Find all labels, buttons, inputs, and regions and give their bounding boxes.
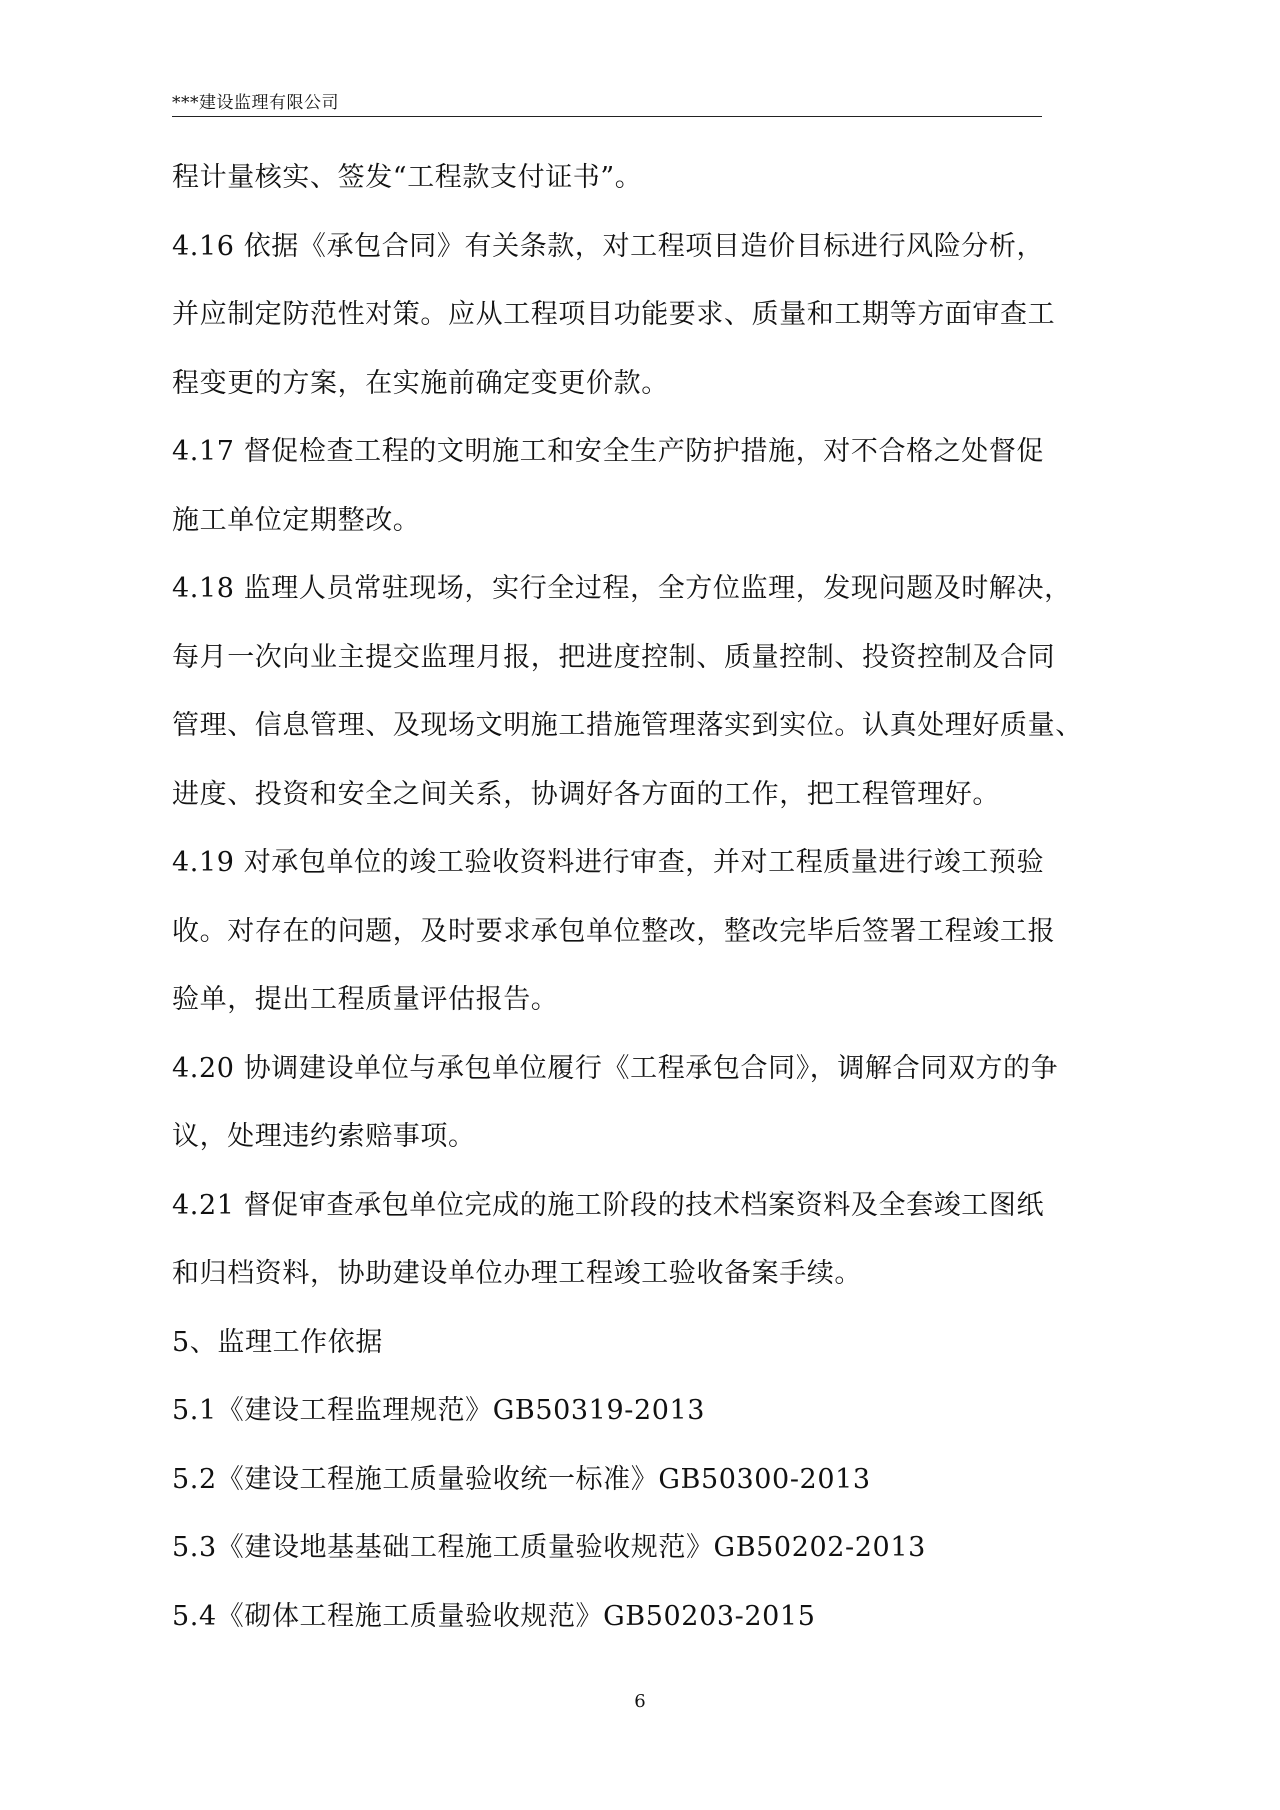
- page-header: [172, 92, 1042, 117]
- page-number: 6: [634, 1691, 646, 1712]
- text-line: 4.19 对承包单位的竣工验收资料进行审查，并对工程质量进行竣工预验: [172, 847, 1045, 878]
- standard-item: 5.4《砌体工程施工质量验收规范》GB50203-2015: [172, 1600, 816, 1632]
- standard-item: 5.2《建设工程施工质量验收统一标准》GB50300-2013: [172, 1463, 871, 1495]
- text-line: 并应制定防范性对策。应从工程项目功能要求、质量和工期等方面审查工: [172, 299, 1056, 330]
- standard-item: 5.3《建设地基基础工程施工质量验收规范》GB50202-2013: [172, 1532, 926, 1563]
- document-body: [172, 158, 1132, 1665]
- section-heading: 5、监理工作依据: [172, 1326, 383, 1358]
- standard-item: 5.1《建设工程监理规范》GB50319-2013: [172, 1395, 706, 1426]
- text-line: 验单，提出工程质量评估报告。: [172, 984, 559, 1015]
- text-line: 4.17 督促检查工程的文明施工和安全生产防护措施，对不合格之处督促: [172, 436, 1045, 467]
- text-line: 施工单位定期整改。: [172, 504, 421, 536]
- text-line: 进度、投资和安全之间关系，协调好各方面的工作，把工程管理好。: [172, 778, 1000, 810]
- text-line: 议，处理违约索赔事项。: [172, 1121, 476, 1152]
- text-line: 每月一次向业主提交监理月报，把进度控制、质量控制、投资控制及合同: [172, 641, 1056, 673]
- text-line: 管理、信息管理、及现场文明施工措施管理落实到实位。认真处理好质量、: [172, 710, 1083, 741]
- text-line: 和归档资料，协助建设单位办理工程竣工验收备案手续。: [172, 1258, 862, 1289]
- text-line: 程变更的方案，在实施前确定变更价款。: [172, 367, 669, 399]
- text-line: 4.18 监理人员常驻现场，实行全过程，全方位监理，发现问题及时解决，: [172, 573, 1072, 604]
- text-line: 程计量核实、签发“工程款支付证书”。: [172, 162, 643, 193]
- text-line: 4.16 依据《承包合同》有关条款，对工程项目造价目标进行风险分析，: [172, 230, 1045, 262]
- company-name: ***建设监理有限公司: [172, 93, 339, 113]
- text-line: 收。对存在的问题，及时要求承包单位整改，整改完毕后签署工程竣工报: [172, 915, 1056, 947]
- text-line: 4.21 督促审查承包单位完成的施工阶段的技术档案资料及全套竣工图纸: [172, 1189, 1045, 1221]
- text-line: 4.20 协调建设单位与承包单位履行《工程承包合同》，调解合同双方的争: [172, 1052, 1059, 1084]
